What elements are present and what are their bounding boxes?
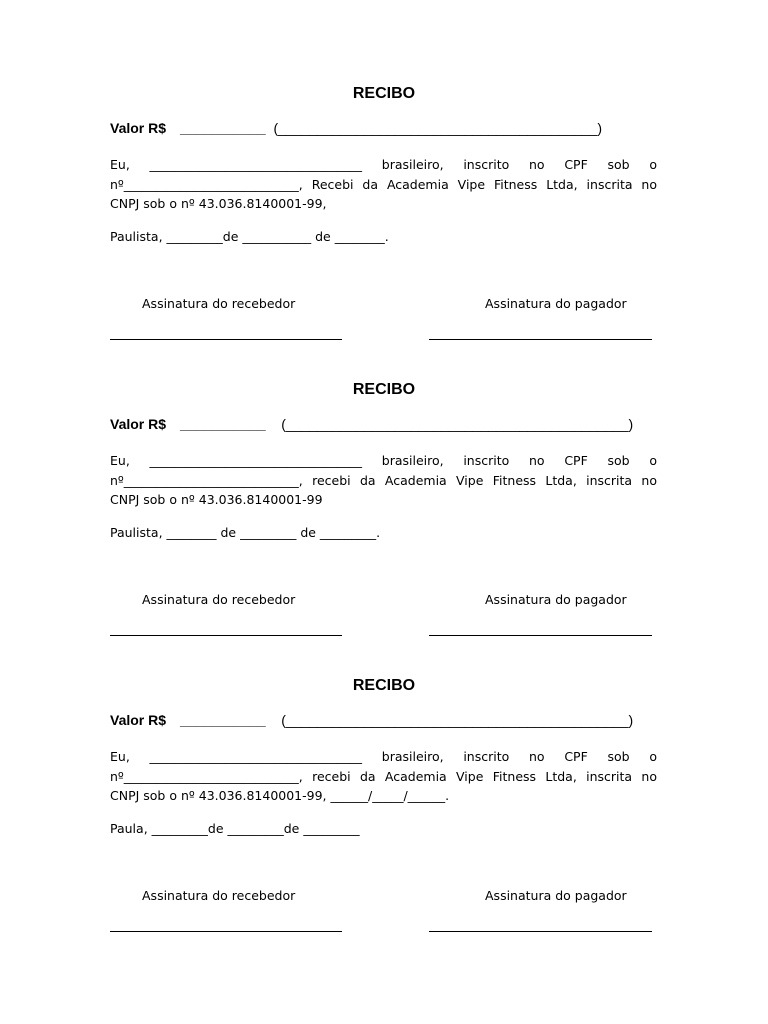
receipt-title: RECIBO	[352, 381, 416, 398]
payer-signature-label: Assinatura do pagador	[485, 888, 627, 903]
receiver-signature-label: Assinatura do recebedor	[142, 888, 296, 903]
receipt-text-line-1: Eu, __________________________________ brasileiro, inscrito no CPF sob o	[110, 453, 657, 468]
valor-blank: ___________	[180, 120, 266, 136]
receipt-text-line-2: nº____________________________, Recebi da Academia Vipe Fitness Ltda, inscrita no	[110, 176, 657, 192]
valor-extenso-blank: (____________________________________________)	[281, 416, 634, 432]
receipt-text-line-1: Eu, __________________________________ brasileiro, inscrito no CPF sob o	[110, 157, 657, 172]
receiver-signature-line	[110, 931, 342, 932]
valor-blank: ___________	[180, 712, 266, 728]
receipt-title: RECIBO	[352, 85, 416, 102]
valor-field	[110, 416, 633, 432]
valor-extenso-blank: (_________________________________________)	[273, 120, 603, 136]
valor-field	[110, 712, 633, 728]
payer-signature-line	[429, 931, 652, 932]
valor-blank: ___________	[180, 416, 266, 432]
valor-label: Valor R$	[110, 120, 167, 136]
place-date-line: Paula, _________de _________de _________	[110, 821, 360, 836]
valor-field	[110, 120, 602, 136]
receipt-text-line-3: CNPJ sob o nº 43.036.8140001-99	[110, 492, 323, 507]
receipt-text-line-3: CNPJ sob o nº 43.036.8140001-99,	[110, 196, 327, 211]
valor-label: Valor R$	[110, 416, 167, 432]
receipt-2	[0, 296, 768, 607]
receipt-text-line-3: CNPJ sob o nº 43.036.8140001-99, ______/_____/______.	[110, 788, 450, 803]
valor-extenso-blank: (____________________________________________)	[281, 712, 634, 728]
receipt-1	[0, 0, 768, 311]
receiver-signature-label: Assinatura do recebedor	[142, 296, 296, 311]
receipt-text-line-1: Eu, __________________________________ brasileiro, inscrito no CPF sob o	[110, 749, 657, 764]
receipt-text-line-2: nº____________________________, recebi da Academia Vipe Fitness Ltda, inscrita no	[110, 472, 657, 488]
place-date-line: Paulista, _________de ___________ de ________.	[110, 229, 389, 244]
receipt-text-line-2: nº____________________________, recebi da Academia Vipe Fitness Ltda, inscrita no	[110, 768, 657, 784]
place-date-line: Paulista, ________ de _________ de _________.	[110, 525, 381, 540]
valor-label: Valor R$	[110, 712, 167, 728]
payer-signature-label: Assinatura do pagador	[485, 296, 627, 311]
receipt-title: RECIBO	[352, 677, 416, 694]
receiver-signature-label: Assinatura do recebedor	[142, 592, 296, 607]
receipt-3	[0, 592, 768, 903]
payer-signature-label: Assinatura do pagador	[485, 592, 627, 607]
